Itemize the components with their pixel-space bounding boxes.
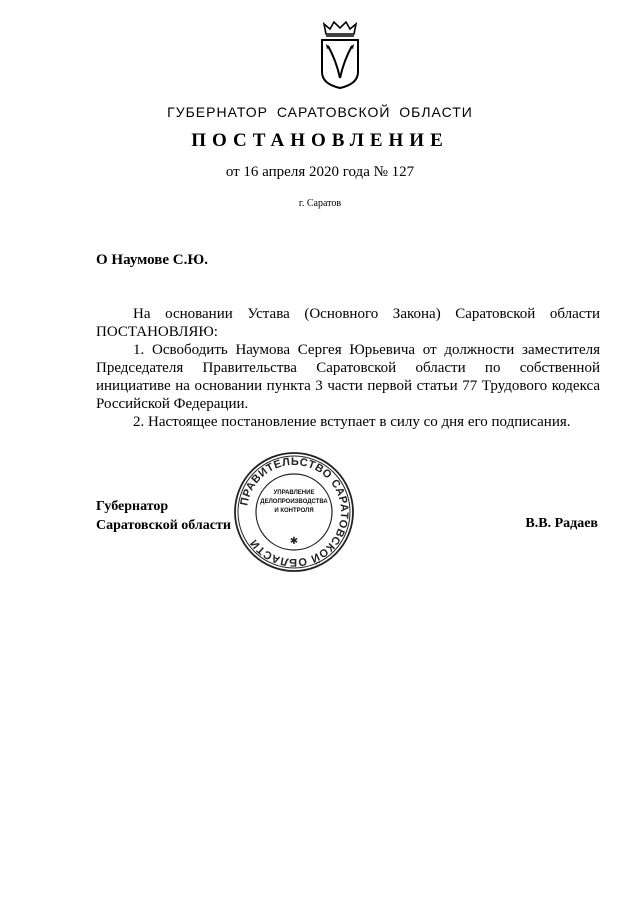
- signer-name: В.В. Радаев: [525, 516, 598, 531]
- seal-inner-line2: ДЕЛОПРОИЗВОДСТВА: [260, 499, 328, 505]
- signer-title-line2: Саратовской области: [96, 518, 231, 533]
- signer-title: [96, 497, 231, 535]
- seal-inner-line1: УПРАВЛЕНИЕ: [273, 490, 315, 496]
- seal-inner-line3: И КОНТРОЛЯ: [274, 508, 314, 514]
- document-date-number: от 16 апреля 2020 года № 127: [225, 164, 415, 180]
- document-type-title: ПОСТАНОВЛЕНИЕ: [191, 130, 449, 151]
- seal-ring-text: ПРАВИТЕЛЬСТВО САРАТОВСКОЙ ОБЛАСТИ: [238, 455, 351, 569]
- document-city: г. Саратов: [298, 198, 342, 209]
- issuing-authority: ГУБЕРНАТОР САРАТОВСКОЙ ОБЛАСТИ: [167, 104, 473, 120]
- document-subject: О Наумове С.Ю.: [96, 252, 209, 268]
- svg-text:✱: ✱: [289, 536, 299, 547]
- body-item-2: 2. Настоящее постановление вступает в силу со дня его подписания.: [133, 414, 571, 430]
- document-body: [96, 305, 600, 431]
- seal-inner-text: [258, 489, 330, 516]
- signer-title-line1: Губернатор: [96, 499, 169, 514]
- body-intro-paragraph: На основании Устава (Основного Закона) Саратовской области ПОСТАНОВЛЯЮ:: [96, 306, 600, 340]
- coat-of-arms-icon: [318, 20, 362, 90]
- body-item-1: 1. Освободить Наумова Сергея Юрьевича от должности заместителя Председателя Правительства Саратовской области по собственной инициативе на основании пункта 3 части первой статьи 77 Трудового кодекса Российской Федерации.: [96, 342, 600, 412]
